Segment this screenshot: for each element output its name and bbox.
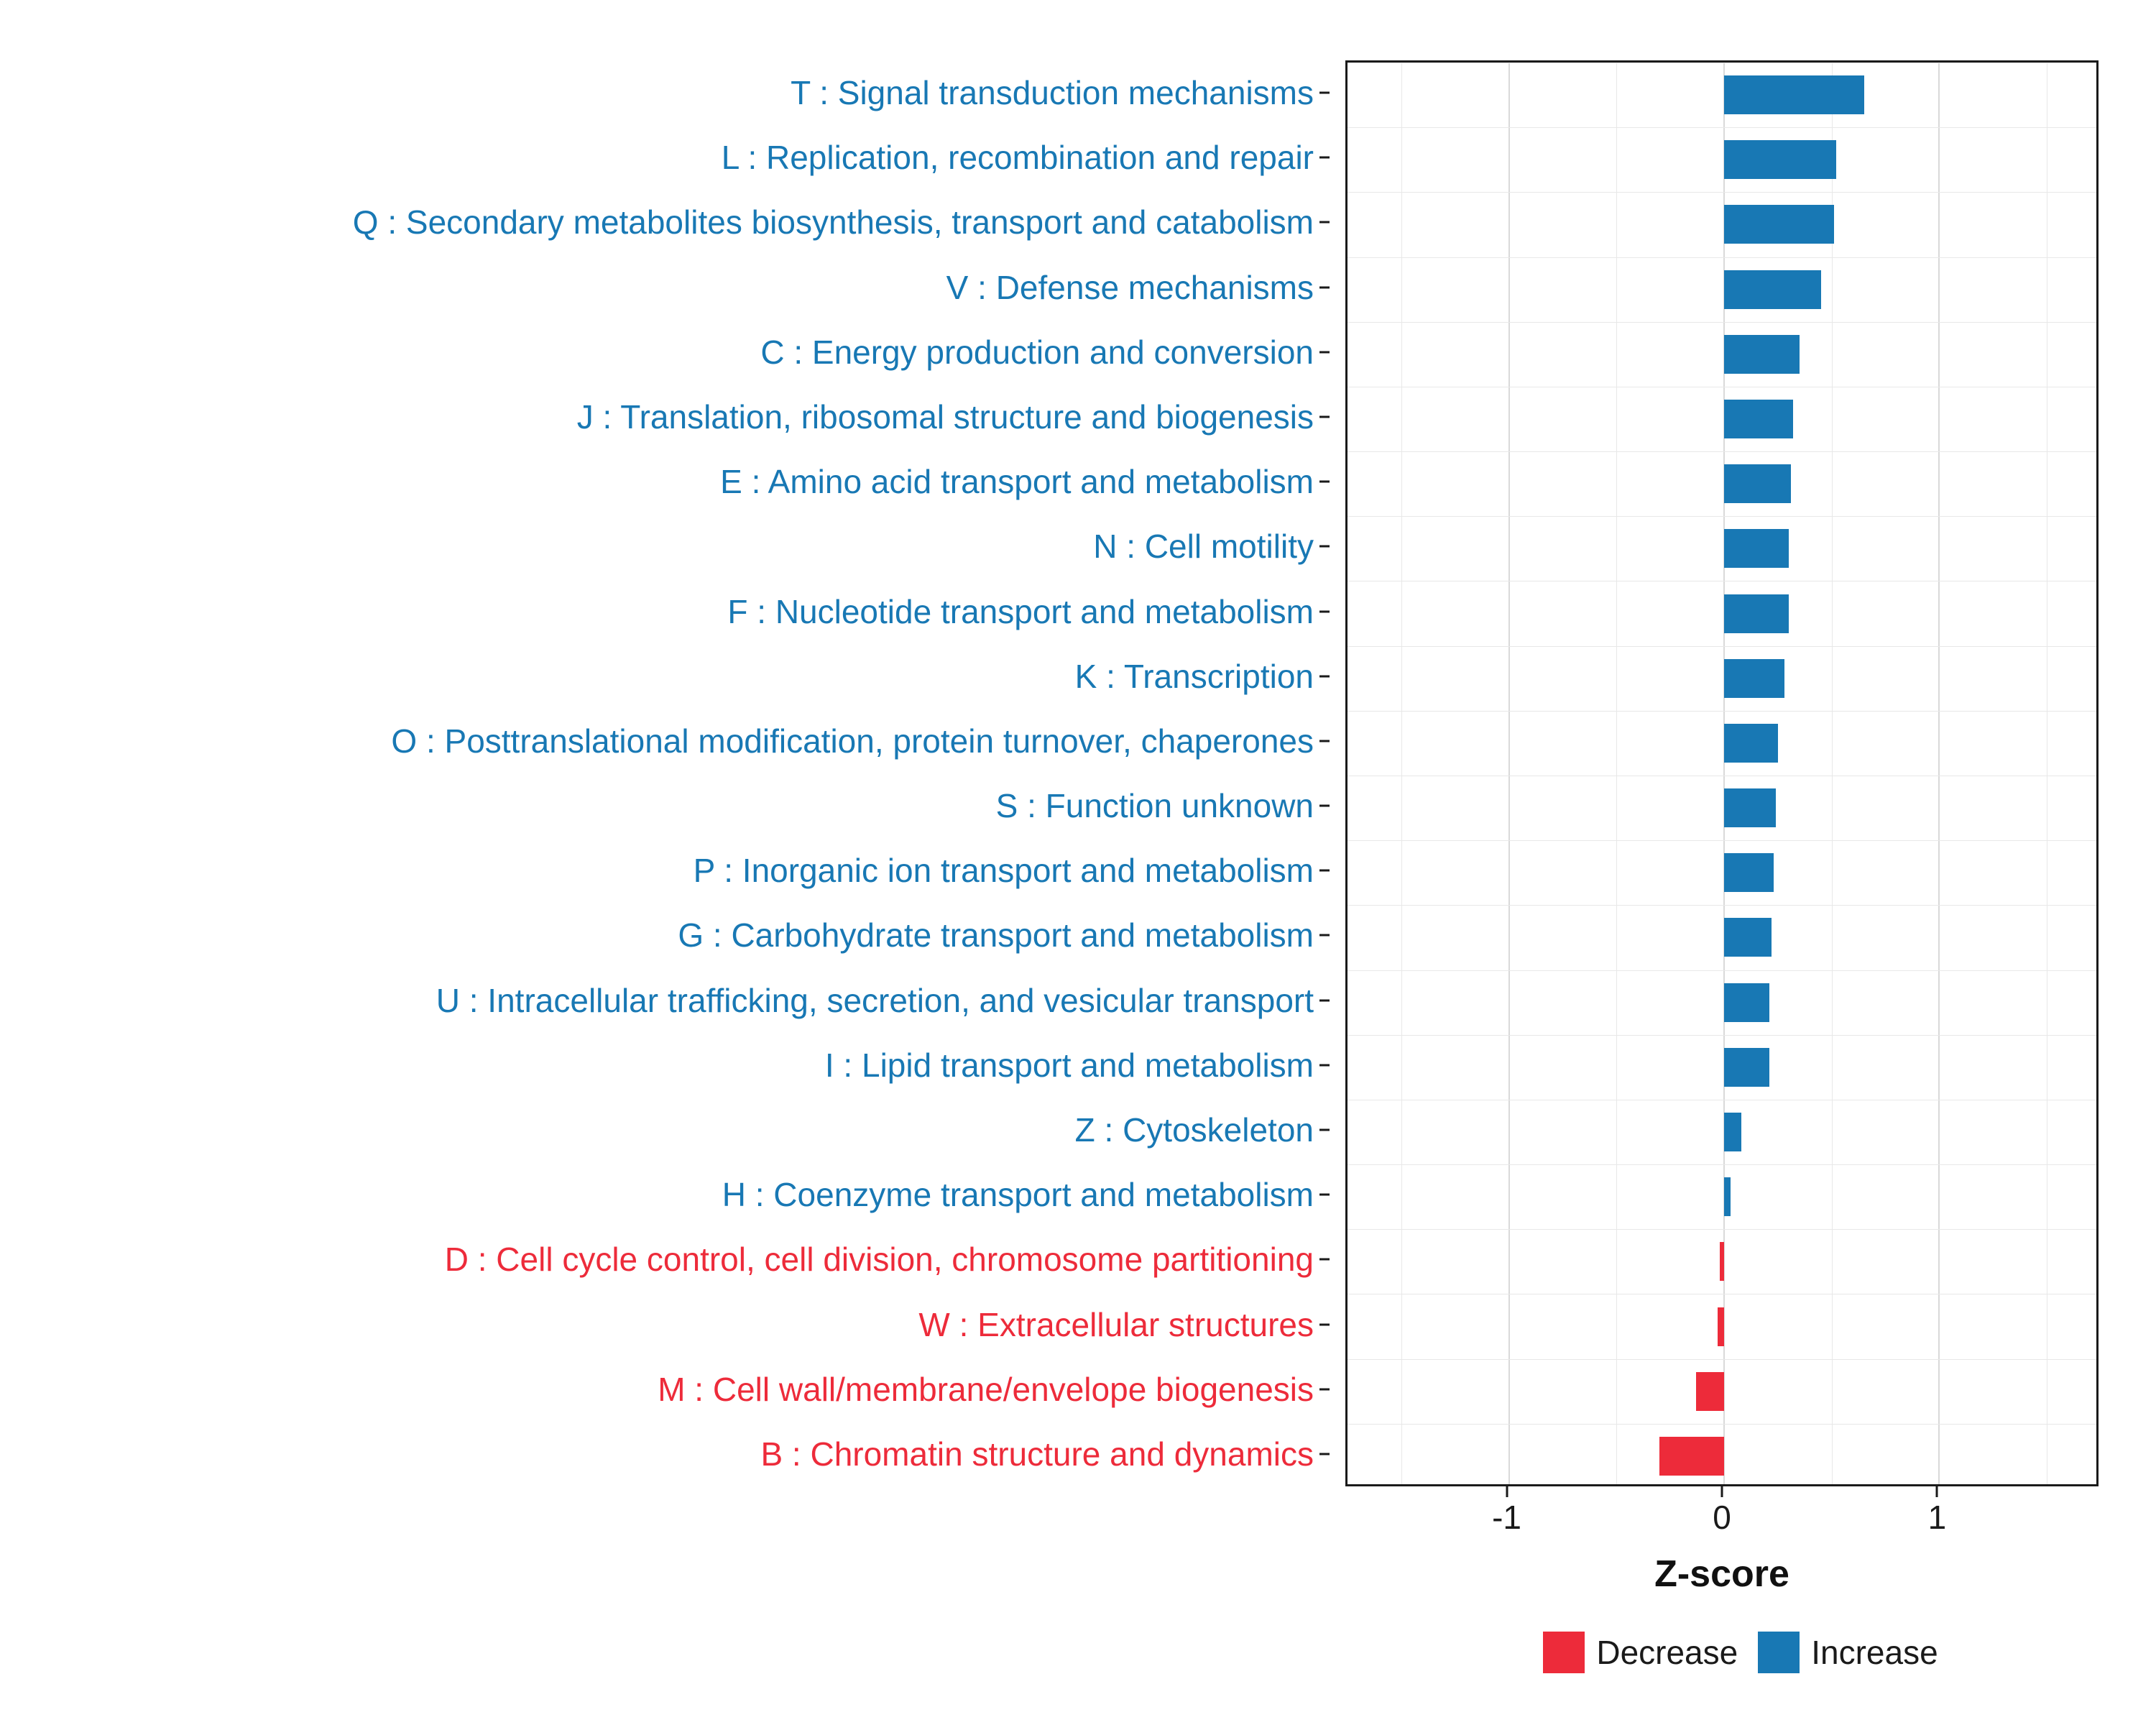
- legend-swatch: [1758, 1632, 1800, 1673]
- category-tick: [1319, 416, 1330, 418]
- gridline-horizontal: [1348, 1229, 2096, 1230]
- category-label: S : Function unknown: [995, 787, 1314, 825]
- bar: [1724, 1113, 1741, 1151]
- bar: [1718, 1307, 1724, 1346]
- gridline-horizontal: [1348, 711, 2096, 712]
- gridline-horizontal: [1348, 905, 2096, 906]
- category-tick: [1319, 1323, 1330, 1325]
- category-label: B : Chromatin structure and dynamics: [760, 1435, 1314, 1473]
- gridline-horizontal: [1348, 1035, 2096, 1036]
- bar: [1720, 1242, 1724, 1281]
- bar: [1724, 205, 1834, 244]
- gridline-horizontal: [1348, 322, 2096, 323]
- category-label: L : Replication, recombination and repair: [721, 139, 1314, 177]
- category-tick: [1319, 286, 1330, 288]
- category-tick: [1319, 934, 1330, 937]
- bar: [1724, 335, 1800, 374]
- bar: [1724, 1048, 1769, 1087]
- category-label: F : Nucleotide transport and metabolism: [727, 592, 1314, 630]
- x-axis-tick: [1721, 1486, 1723, 1497]
- category-tick: [1319, 610, 1330, 612]
- category-tick: [1319, 1388, 1330, 1390]
- category-label: Q : Secondary metabolites biosynthesis, transport and catabolism: [352, 203, 1314, 242]
- gridline-vertical: [1508, 63, 1510, 1484]
- bar: [1724, 140, 1836, 179]
- category-label: V : Defense mechanisms: [946, 268, 1314, 306]
- gridline-horizontal: [1348, 646, 2096, 647]
- legend-item: [1758, 1632, 1938, 1673]
- gridline-vertical-minor: [1616, 63, 1617, 1484]
- bar: [1724, 788, 1776, 827]
- bar: [1724, 1177, 1731, 1216]
- category-tick: [1319, 1259, 1330, 1261]
- category-tick: [1319, 805, 1330, 807]
- gridline-vertical: [1938, 63, 1940, 1484]
- legend-swatch: [1543, 1632, 1585, 1673]
- bar: [1724, 724, 1778, 763]
- bar: [1724, 529, 1789, 568]
- gridline-horizontal: [1348, 1424, 2096, 1425]
- bar: [1724, 983, 1769, 1022]
- bar: [1724, 594, 1789, 633]
- gridline-horizontal: [1348, 840, 2096, 841]
- category-tick: [1319, 546, 1330, 548]
- x-axis-title: Z-score: [1654, 1553, 1789, 1595]
- bar: [1724, 270, 1821, 309]
- category-tick: [1319, 1194, 1330, 1196]
- category-label: K : Transcription: [1074, 657, 1314, 695]
- legend-label: Increase: [1811, 1634, 1938, 1671]
- gridline-vertical-minor: [1832, 63, 1833, 1484]
- bar: [1696, 1372, 1724, 1411]
- category-tick: [1319, 870, 1330, 872]
- category-tick: [1319, 481, 1330, 483]
- gridline-horizontal: [1348, 127, 2096, 128]
- category-label: D : Cell cycle control, cell division, chromosome partitioning: [444, 1241, 1314, 1279]
- category-tick: [1319, 157, 1330, 159]
- category-label: E : Amino acid transport and metabolism: [720, 463, 1314, 501]
- category-tick: [1319, 1129, 1330, 1131]
- category-tick: [1319, 675, 1330, 677]
- gridline-horizontal: [1348, 257, 2096, 258]
- bar: [1724, 464, 1791, 503]
- bar: [1724, 853, 1774, 892]
- category-label: Z : Cytoskeleton: [1074, 1111, 1314, 1149]
- legend-item: [1543, 1632, 1738, 1673]
- category-tick: [1319, 221, 1330, 224]
- category-tick: [1319, 92, 1330, 94]
- category-label: I : Lipid transport and metabolism: [824, 1046, 1314, 1084]
- category-label: P : Inorganic ion transport and metabolism: [693, 852, 1314, 890]
- gridline-horizontal: [1348, 516, 2096, 517]
- bar: [1724, 659, 1784, 698]
- category-tick: [1319, 1064, 1330, 1066]
- bar: [1724, 918, 1772, 957]
- category-label: M : Cell wall/membrane/envelope biogenesis: [658, 1370, 1314, 1408]
- gridline-horizontal: [1348, 1164, 2096, 1165]
- x-axis-tick: [1506, 1486, 1508, 1497]
- category-tick: [1319, 740, 1330, 742]
- category-label: W : Extracellular structures: [918, 1305, 1314, 1343]
- bar: [1724, 75, 1864, 114]
- category-label: O : Posttranslational modification, protein turnover, chaperones: [391, 722, 1314, 760]
- category-label: H : Coenzyme transport and metabolism: [722, 1176, 1314, 1214]
- gridline-horizontal: [1348, 1359, 2096, 1360]
- legend-label: Decrease: [1596, 1634, 1738, 1671]
- category-tick: [1319, 351, 1330, 353]
- category-axis-labels: [0, 60, 1330, 1486]
- gridline-horizontal: [1348, 970, 2096, 971]
- category-tick: [1319, 999, 1330, 1001]
- category-label: C : Energy production and conversion: [760, 333, 1314, 371]
- x-axis-tick-label: -1: [1492, 1499, 1522, 1536]
- category-label: U : Intracellular trafficking, secretion, and vesicular transport: [436, 981, 1314, 1019]
- category-tick: [1319, 1453, 1330, 1455]
- gridline-vertical-minor: [1401, 63, 1402, 1484]
- bar: [1659, 1437, 1724, 1476]
- category-label: J : Translation, ribosomal structure and biogenesis: [576, 398, 1314, 436]
- gridline-horizontal: [1348, 451, 2096, 452]
- x-axis-tick: [1936, 1486, 1938, 1497]
- category-label: T : Signal transduction mechanisms: [791, 74, 1314, 112]
- x-axis-tick-label: 0: [1713, 1499, 1731, 1536]
- x-axis-tick-label: 1: [1927, 1499, 1947, 1536]
- category-label: N : Cell motility: [1093, 528, 1314, 566]
- gridline-horizontal: [1348, 192, 2096, 193]
- chart-legend: [1345, 1632, 2136, 1673]
- plot-panel: [1345, 60, 2099, 1486]
- bar: [1724, 400, 1793, 438]
- category-label: G : Carbohydrate transport and metabolism: [678, 916, 1314, 954]
